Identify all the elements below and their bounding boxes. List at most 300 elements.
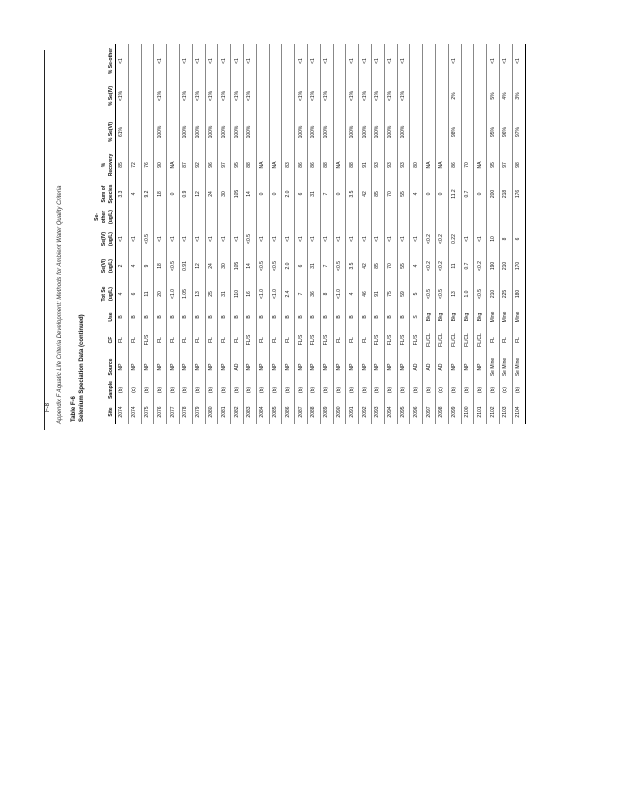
table-cell: 85	[371, 180, 384, 208]
table-cell: <1%	[359, 78, 372, 114]
table-cell: <1	[167, 226, 180, 252]
table-cell: <1	[282, 226, 295, 252]
table-cell	[282, 44, 295, 78]
table-cell: <1%	[384, 78, 397, 114]
table-cell: (b)	[179, 380, 192, 400]
table-cell: 105	[231, 252, 244, 280]
table-cell: <1%	[218, 78, 231, 114]
table-row	[256, 44, 269, 424]
table-cell: NP	[461, 354, 474, 380]
table-cell: NP	[141, 354, 154, 380]
table-cell: 4	[346, 280, 359, 308]
table-cell	[282, 78, 295, 114]
column-header: Se(VI) (ug/L)	[94, 252, 116, 280]
table-cell: 210	[487, 280, 500, 308]
table-cell: <1%	[397, 78, 410, 114]
table-row	[154, 44, 167, 424]
table-cell: 4%	[499, 78, 512, 114]
table-cell: (b)	[371, 380, 384, 400]
table-cell: <1	[116, 226, 129, 252]
table-cell: <1	[231, 226, 244, 252]
table-cell: Bkg	[435, 308, 448, 326]
table-cell: 6	[295, 252, 308, 280]
table-cell: 105	[231, 180, 244, 208]
column-header: Se(IV) (ug/L)	[94, 226, 116, 252]
table-cell: 31	[218, 280, 231, 308]
table-cell: AD	[435, 354, 448, 380]
table-cell	[269, 78, 282, 114]
table-cell: 2088	[307, 400, 320, 424]
table-cell: NP	[295, 354, 308, 380]
table-row	[320, 44, 333, 424]
table-cell: <1.0	[269, 280, 282, 308]
table-cell: Bkg	[448, 308, 461, 326]
table-cell: FL/CL	[435, 326, 448, 354]
table-cell: 91	[371, 280, 384, 308]
table-cell: 59	[397, 280, 410, 308]
table-cell	[333, 114, 346, 150]
table-cell: 2098	[435, 400, 448, 424]
table-cell: <1	[256, 226, 269, 252]
table-cell: NP	[167, 354, 180, 380]
table-cell: FL/S	[295, 326, 308, 354]
table-cell: 2076	[154, 400, 167, 424]
table-cell	[474, 78, 487, 114]
table-cell: 18	[154, 252, 167, 280]
table-cell	[320, 208, 333, 226]
table-row	[384, 44, 397, 424]
table-cell: <1	[346, 44, 359, 78]
table-cell: <1	[295, 226, 308, 252]
table-cell: 0	[435, 180, 448, 208]
table-cell: 93	[371, 150, 384, 180]
table-cell: 70	[461, 150, 474, 180]
table-cell: 93	[384, 150, 397, 180]
table-cell: <0.5	[167, 252, 180, 280]
table-cell	[410, 44, 423, 78]
table-cell: 5	[410, 280, 423, 308]
table-cell: 98	[512, 150, 525, 180]
table-row	[231, 44, 244, 424]
table-cell: Se Mine	[499, 354, 512, 380]
table-cell: 100%	[371, 114, 384, 150]
table-cell: FL	[256, 326, 269, 354]
table-cell: 100%	[320, 114, 333, 150]
table-cell: <1	[487, 44, 500, 78]
table-cell: B	[116, 308, 129, 326]
table-cell: 97	[499, 150, 512, 180]
table-cell	[141, 44, 154, 78]
table-cell	[333, 78, 346, 114]
table-cell: <1	[154, 44, 167, 78]
table-cell: <1	[192, 226, 205, 252]
table-cell: NP	[243, 354, 256, 380]
table-cell: 200	[487, 180, 500, 208]
table-cell	[474, 208, 487, 226]
table-cell: <1	[371, 226, 384, 252]
table-row	[205, 44, 218, 424]
table-cell: NP	[205, 354, 218, 380]
table-cell: 30	[218, 180, 231, 208]
table-cell	[333, 44, 346, 78]
table-cell	[167, 114, 180, 150]
table-cell: <1	[307, 44, 320, 78]
table-cell: (b)	[346, 380, 359, 400]
table-cell: 8	[499, 226, 512, 252]
table-cell: 218	[499, 180, 512, 208]
column-header: Site	[94, 400, 116, 424]
table-cell: FL	[116, 326, 129, 354]
table-cell: 0.7	[461, 252, 474, 280]
table-cell: 95	[487, 150, 500, 180]
table-row	[218, 44, 231, 424]
table-cell: 7	[320, 180, 333, 208]
table-cell: NP	[269, 354, 282, 380]
table-row	[397, 44, 410, 424]
table-cell: 4	[128, 180, 141, 208]
table-cell: 0	[269, 180, 282, 208]
table-cell: <1	[218, 44, 231, 78]
column-header: Source	[94, 354, 116, 380]
column-header: Se-other (ug/L)	[94, 208, 116, 226]
table-cell	[128, 44, 141, 78]
table-cell: NA	[474, 150, 487, 180]
table-cell: <1	[128, 226, 141, 252]
table-cell: <1%	[205, 78, 218, 114]
table-cell: <1	[397, 44, 410, 78]
column-header: % Se(IV)	[94, 78, 116, 114]
table-row	[371, 44, 384, 424]
column-header: Sample	[94, 380, 116, 400]
table-cell: 110	[231, 280, 244, 308]
table-cell: 2095	[397, 400, 410, 424]
table-cell: 7	[295, 280, 308, 308]
table-cell: NP	[116, 354, 129, 380]
table-cell: 5%	[487, 78, 500, 114]
table-cell: B	[359, 308, 372, 326]
table-cell: B	[192, 308, 205, 326]
table-cell: S	[410, 308, 423, 326]
table-cell: 93	[397, 150, 410, 180]
table-cell: NP	[282, 354, 295, 380]
table-cell	[141, 114, 154, 150]
table-cell: 100%	[384, 114, 397, 150]
table-cell: 13	[448, 280, 461, 308]
table-cell: 80	[410, 150, 423, 180]
table-cell: FL/CL	[474, 326, 487, 354]
table-cell: Mine	[499, 308, 512, 326]
table-row	[487, 44, 500, 424]
running-head: Appendix F Aquatic Life Criteria Development: Methods for Ambient Water Quality Criteria	[57, 185, 63, 424]
table-cell: 98%	[448, 114, 461, 150]
table-cell: <1	[192, 44, 205, 78]
table-cell: NP	[218, 354, 231, 380]
table-cell: (b)	[320, 380, 333, 400]
table-cell: 0	[167, 180, 180, 208]
table-cell: B	[295, 308, 308, 326]
table-row	[359, 44, 372, 424]
table-cell: 42	[359, 180, 372, 208]
table-cell: <0.2	[423, 252, 436, 280]
table-cell	[167, 78, 180, 114]
table-cell: FL	[192, 326, 205, 354]
table-cell: 88	[243, 150, 256, 180]
table-cell: (b)	[333, 380, 346, 400]
table-cell: 86	[307, 150, 320, 180]
table-cell: 55	[397, 180, 410, 208]
table-cell: 96%	[499, 114, 512, 150]
table-cell: <1	[154, 226, 167, 252]
column-header: Tot Se (ug/L)	[94, 280, 116, 308]
table-row	[141, 44, 154, 424]
table-cell	[461, 78, 474, 114]
table-cell: 11	[141, 280, 154, 308]
table-cell: AD	[410, 354, 423, 380]
table-cell: 2089	[320, 400, 333, 424]
table-cell: (b)	[410, 380, 423, 400]
table-cell: <1%	[231, 78, 244, 114]
table-cell: FL/S	[307, 326, 320, 354]
table-cell: FL	[205, 326, 218, 354]
table-cell: (b)	[474, 380, 487, 400]
table-cell	[474, 44, 487, 78]
table-cell: 88	[346, 150, 359, 180]
column-header: % Se-other	[94, 44, 116, 78]
table-cell: <1	[116, 44, 129, 78]
table-cell: 2.0	[282, 252, 295, 280]
table-cell: Bkg	[461, 308, 474, 326]
table-label: Table F-6	[71, 396, 77, 422]
table-cell: 2078	[179, 400, 192, 424]
table-cell: 3%	[512, 78, 525, 114]
table-cell: 2090	[333, 400, 346, 424]
table-cell: B	[320, 308, 333, 326]
table-cell	[448, 208, 461, 226]
table-cell: <0.2	[435, 226, 448, 252]
table-cell	[141, 208, 154, 226]
table-cell	[269, 208, 282, 226]
table-cell: 100%	[205, 114, 218, 150]
column-header: % Se(VI)	[94, 114, 116, 150]
table-cell: (b)	[231, 380, 244, 400]
table-row	[512, 44, 525, 424]
table-cell: Se Mine	[512, 354, 525, 380]
table-cell: FL/S	[243, 326, 256, 354]
table-cell: 86	[295, 150, 308, 180]
table-cell: <1	[384, 226, 397, 252]
table-cell: 95	[231, 150, 244, 180]
table-cell: FL	[512, 326, 525, 354]
table-cell: (b)	[448, 380, 461, 400]
table-row	[116, 44, 129, 424]
table-cell: 8	[320, 280, 333, 308]
table-cell: <1%	[320, 78, 333, 114]
table-cell: FL/CL	[423, 326, 436, 354]
table-cell: 2094	[384, 400, 397, 424]
table-cell: 42	[359, 252, 372, 280]
table-cell: 190	[487, 252, 500, 280]
table-cell: 0	[423, 180, 436, 208]
table-cell: 86	[448, 150, 461, 180]
table-cell: 6	[512, 226, 525, 252]
table-cell: (c)	[128, 380, 141, 400]
table-cell: 2084	[256, 400, 269, 424]
table-cell: 12	[192, 252, 205, 280]
table-cell: 2099	[448, 400, 461, 424]
rotated-table-block	[57, 44, 522, 424]
table-cell: <0.2	[423, 226, 436, 252]
table-cell: <1	[461, 226, 474, 252]
column-header: Sum of Species	[94, 180, 116, 208]
table-cell: <0.5	[269, 252, 282, 280]
table-cell: NA	[167, 150, 180, 180]
table-cell	[167, 44, 180, 78]
table-cell: 2100	[461, 400, 474, 424]
table-cell	[128, 114, 141, 150]
table-cell: 6	[295, 180, 308, 208]
table-row	[461, 44, 474, 424]
table-cell: <1	[205, 226, 218, 252]
table-cell: 85	[371, 252, 384, 280]
table-cell: 4	[410, 180, 423, 208]
table-cell: FL/CL	[448, 326, 461, 354]
table-cell: 2091	[346, 400, 359, 424]
table-cell: 176	[512, 180, 525, 208]
table-cell: 100%	[154, 114, 167, 150]
table-cell: 2075	[141, 400, 154, 424]
table-cell: B	[231, 308, 244, 326]
table-cell	[423, 208, 436, 226]
column-header: Use	[94, 308, 116, 326]
table-cell: 0.22	[448, 226, 461, 252]
table-cell: NA	[435, 150, 448, 180]
table-cell: 0.91	[179, 252, 192, 280]
table-cell	[474, 114, 487, 150]
table-cell: <1%	[307, 78, 320, 114]
table-cell: FL/S	[397, 326, 410, 354]
table-cell: (b)	[384, 380, 397, 400]
table-cell: 100%	[243, 114, 256, 150]
table-cell: FL	[167, 326, 180, 354]
table-cell: NP	[384, 354, 397, 380]
table-cell: 0.9	[179, 180, 192, 208]
table-header-row	[94, 44, 116, 424]
table-cell: NP	[307, 354, 320, 380]
table-cell	[192, 208, 205, 226]
table-cell	[371, 208, 384, 226]
table-cell	[256, 44, 269, 78]
table-cell: 2102	[487, 400, 500, 424]
table-cell: FL/S	[141, 326, 154, 354]
table-cell: <1%	[346, 78, 359, 114]
table-cell: <1%	[179, 78, 192, 114]
table-cell: 83	[282, 150, 295, 180]
table-cell: NP	[320, 354, 333, 380]
table-cell	[333, 208, 346, 226]
table-cell: 0	[474, 180, 487, 208]
table-caption: Selenium Speciation Data (continued)	[79, 314, 85, 422]
table-cell: <0.5	[333, 252, 346, 280]
table-cell: 2	[116, 252, 129, 280]
table-cell: 2080	[205, 400, 218, 424]
table-row	[192, 44, 205, 424]
table-cell: FL	[269, 326, 282, 354]
table-row	[346, 44, 359, 424]
table-cell: (b)	[397, 380, 410, 400]
table-cell: NP	[192, 354, 205, 380]
table-cell	[307, 208, 320, 226]
table-cell: Bkg	[474, 308, 487, 326]
table-cell: FL	[154, 326, 167, 354]
table-cell: B	[243, 308, 256, 326]
table-cell: 2079	[192, 400, 205, 424]
table-cell: NA	[256, 150, 269, 180]
table-cell: NP	[371, 354, 384, 380]
table-cell: 13	[192, 280, 205, 308]
table-cell: 16	[243, 280, 256, 308]
table-cell: 55	[397, 252, 410, 280]
table-cell: <1	[371, 44, 384, 78]
table-cell: 2074	[116, 400, 129, 424]
table-cell: (b)	[141, 380, 154, 400]
table-cell: FL	[218, 326, 231, 354]
table-cell: <1%	[192, 78, 205, 114]
table-cell	[435, 208, 448, 226]
table-cell: 24	[205, 180, 218, 208]
table-cell: AD	[423, 354, 436, 380]
table-cell: (b)	[487, 380, 500, 400]
table-cell: 11.2	[448, 180, 461, 208]
table-cell	[141, 78, 154, 114]
table-cell: 61%	[116, 114, 129, 150]
table-cell: 20	[154, 280, 167, 308]
table-cell: 75	[384, 280, 397, 308]
table-cell: 4	[116, 280, 129, 308]
table-cell: (b)	[256, 380, 269, 400]
table-cell	[256, 114, 269, 150]
table-cell	[461, 44, 474, 78]
table-cell	[423, 44, 436, 78]
table-cell: B	[346, 308, 359, 326]
table-cell: 2085	[269, 400, 282, 424]
table-cell: <1	[179, 44, 192, 78]
table-row	[269, 44, 282, 424]
table-cell	[435, 78, 448, 114]
table-cell	[423, 78, 436, 114]
table-cell: 3.3	[116, 180, 129, 208]
table-cell: NP	[333, 354, 346, 380]
table-cell	[269, 114, 282, 150]
table-cell: FL	[359, 326, 372, 354]
table-cell: B	[141, 308, 154, 326]
table-cell: 2.4	[282, 280, 295, 308]
table-cell: 100%	[218, 114, 231, 150]
table-cell: 100%	[359, 114, 372, 150]
table-cell: 100%	[231, 114, 244, 150]
table-cell: (b)	[307, 380, 320, 400]
table-cell: <0.5	[474, 280, 487, 308]
table-cell: <1	[320, 226, 333, 252]
table-cell: 90	[154, 150, 167, 180]
table-cell: 100%	[295, 114, 308, 150]
table-cell: 12	[192, 180, 205, 208]
table-cell: <1%	[243, 78, 256, 114]
table-cell: FL/CL	[461, 326, 474, 354]
table-cell: (b)	[512, 380, 525, 400]
table-row	[499, 44, 512, 424]
table-cell: 1.0	[461, 280, 474, 308]
table-cell: NA	[423, 150, 436, 180]
